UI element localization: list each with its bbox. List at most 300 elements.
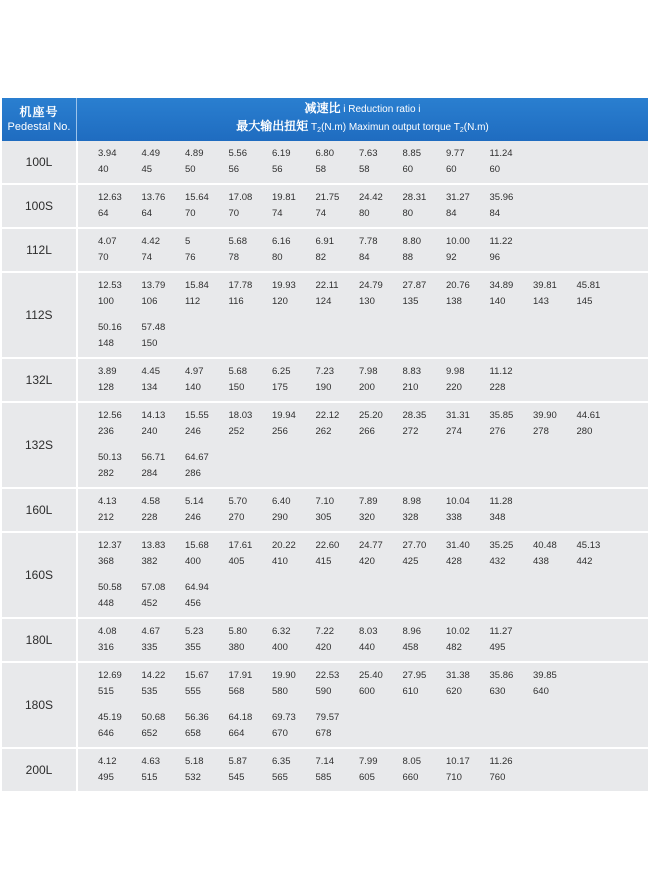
- reduction-ratio-value: 7.98: [359, 366, 378, 377]
- output-torque-value: 442: [576, 556, 593, 567]
- output-torque-value: 270: [228, 512, 245, 523]
- ratio-cell: [98, 278, 142, 310]
- output-torque-value: 428: [446, 556, 462, 567]
- output-torque-value: 290: [272, 512, 288, 523]
- table-row: [2, 185, 648, 229]
- ratio-cell: [359, 234, 403, 266]
- reduction-ratio-value: 4.08: [98, 626, 117, 637]
- ratio-line: [78, 141, 648, 183]
- output-torque-value: 348: [489, 512, 506, 523]
- ratio-cell: [533, 668, 577, 700]
- ratio-cell: [185, 538, 229, 570]
- output-torque-value: 175: [272, 382, 288, 393]
- ratio-header-zh: 减速比: [304, 101, 341, 115]
- ratio-cell: [577, 538, 621, 570]
- output-torque-value: 200: [359, 382, 375, 393]
- ratio-cell: [446, 624, 490, 656]
- output-torque-value: 256: [272, 426, 288, 437]
- reduction-ratio-value: 28.35: [402, 410, 427, 421]
- reduction-ratio-value: 10.02: [446, 626, 470, 637]
- reduction-ratio-value: 7.63: [359, 148, 378, 159]
- ratio-line: [78, 663, 648, 705]
- torque-symbol: T: [311, 122, 318, 133]
- ratio-cell: [359, 364, 403, 396]
- pedestal-model: 200L: [2, 749, 78, 791]
- output-torque-value: 228: [141, 512, 158, 523]
- ratio-cell: [359, 190, 403, 222]
- ratio-cell: [185, 146, 229, 178]
- reduction-ratio-value: 35.25: [489, 540, 514, 551]
- output-torque-value: 448: [98, 598, 114, 609]
- reduction-ratio-value: 50.68: [141, 712, 166, 723]
- reduction-ratio-value: 8.80: [402, 236, 421, 247]
- ratio-header-en: i Reduction ratio i: [343, 104, 421, 115]
- reduction-ratio-value: 4.13: [98, 496, 117, 507]
- output-torque-value: 220: [446, 382, 462, 393]
- reduction-ratio-value: 4.49: [141, 148, 160, 159]
- ratio-header: [304, 100, 420, 118]
- reduction-ratio-value: 35.96: [489, 192, 514, 203]
- output-torque-value: 760: [489, 772, 506, 783]
- output-torque-value: 145: [576, 296, 593, 307]
- output-torque-value: 190: [315, 382, 332, 393]
- reduction-ratio-value: 57.48: [141, 322, 166, 333]
- output-torque-value: 678: [315, 728, 332, 739]
- ratio-cell: [316, 624, 360, 656]
- ratio-cell: [272, 278, 316, 310]
- reduction-ratio-value: 15.64: [185, 192, 209, 203]
- reduction-ratio-value: 8.98: [402, 496, 421, 507]
- ratio-cell: [142, 538, 186, 570]
- ratio-cells: [78, 663, 648, 747]
- reduction-ratio-value: 35.85: [489, 410, 514, 421]
- table-body: [2, 141, 648, 793]
- output-torque-value: 262: [315, 426, 332, 437]
- output-torque-value: 76: [185, 252, 196, 263]
- ratio-cell: [403, 364, 447, 396]
- ratio-cell: [142, 364, 186, 396]
- reduction-ratio-value: 5.80: [228, 626, 247, 637]
- output-torque-value: 568: [228, 686, 245, 697]
- ratio-cells: [78, 533, 648, 617]
- output-torque-value: 646: [98, 728, 114, 739]
- ratio-cell: [142, 754, 186, 786]
- table-header: [2, 98, 648, 141]
- output-torque-value: 276: [489, 426, 506, 437]
- reduction-ratio-value: 7.89: [359, 496, 378, 507]
- ratio-cell: [98, 668, 142, 700]
- pedestal-model: 180S: [2, 663, 78, 747]
- ratio-cell: [185, 278, 229, 310]
- output-torque-value: 605: [359, 772, 375, 783]
- ratio-cell: [229, 494, 273, 526]
- output-torque-value: 495: [98, 772, 114, 783]
- ratio-cell: [446, 754, 490, 786]
- ratio-cell: [185, 190, 229, 222]
- reduction-ratio-value: 31.27: [446, 192, 470, 203]
- output-torque-value: 106: [141, 296, 158, 307]
- ratio-line: [78, 185, 648, 227]
- ratio-cell: [272, 754, 316, 786]
- ratio-cell: [316, 494, 360, 526]
- output-torque-value: 452: [141, 598, 158, 609]
- output-torque-value: 74: [141, 252, 153, 263]
- ratio-cell: [403, 278, 447, 310]
- ratio-cell: [229, 754, 273, 786]
- output-torque-value: 138: [446, 296, 462, 307]
- output-torque-value: 515: [98, 686, 114, 697]
- ratio-cell: [446, 190, 490, 222]
- output-torque-value: 60: [489, 164, 501, 175]
- output-torque-value: 610: [402, 686, 419, 697]
- output-torque-value: 78: [228, 252, 240, 263]
- ratio-cell: [142, 190, 186, 222]
- ratio-cell: [185, 668, 229, 700]
- ratio-cell: [142, 320, 186, 352]
- reduction-ratio-value: 4.89: [185, 148, 204, 159]
- output-torque-value: 272: [402, 426, 419, 437]
- output-torque-value: 456: [185, 598, 201, 609]
- reduction-ratio-value: 24.77: [359, 540, 383, 551]
- reduction-ratio-value: 12.63: [98, 192, 122, 203]
- reduction-ratio-value: 11.26: [489, 756, 513, 767]
- reduction-ratio-value: 3.89: [98, 366, 117, 377]
- reduction-ratio-value: 12.56: [98, 410, 122, 421]
- output-torque-value: 236: [98, 426, 114, 437]
- torque-unit-end: (N.m): [463, 122, 489, 133]
- ratio-line: [78, 575, 648, 617]
- ratio-line: [78, 445, 648, 487]
- output-torque-value: 134: [141, 382, 158, 393]
- ratio-cell: [229, 364, 273, 396]
- ratio-cell: [403, 538, 447, 570]
- ratio-cell: [98, 234, 142, 266]
- ratio-line: [78, 403, 648, 445]
- output-torque-value: 600: [359, 686, 375, 697]
- ratio-cell: [272, 538, 316, 570]
- ratio-cells: [78, 141, 648, 183]
- reduction-ratio-value: 39.85: [533, 670, 557, 681]
- ratio-cell: [403, 494, 447, 526]
- ratio-cell: [229, 234, 273, 266]
- ratio-line: [78, 489, 648, 531]
- torque-header: [236, 118, 488, 139]
- ratio-cell: [272, 624, 316, 656]
- output-torque-value: 212: [98, 512, 114, 523]
- reduction-ratio-value: 7.23: [315, 366, 334, 377]
- output-torque-value: 84: [446, 208, 457, 219]
- output-torque-value: 150: [141, 338, 158, 349]
- reduction-ratio-value: 9.98: [446, 366, 465, 377]
- reduction-ratio-value: 11.27: [489, 626, 513, 637]
- output-torque-value: 425: [402, 556, 419, 567]
- output-torque-value: 143: [533, 296, 549, 307]
- output-torque-value: 620: [446, 686, 462, 697]
- reduction-ratio-value: 7.78: [359, 236, 378, 247]
- output-torque-value: 150: [228, 382, 245, 393]
- reduction-ratio-value: 9.77: [446, 148, 465, 159]
- ratio-cell: [185, 234, 229, 266]
- pedestal-header-zh: 机座号: [19, 104, 59, 119]
- ratio-line: [78, 619, 648, 661]
- ratio-line: [78, 229, 648, 271]
- ratio-cell: [98, 538, 142, 570]
- ratio-line: [78, 359, 648, 401]
- ratio-cell: [359, 146, 403, 178]
- ratio-cell: [533, 538, 577, 570]
- reduction-ratio-value: 8.96: [402, 626, 421, 637]
- ratio-cell: [142, 146, 186, 178]
- output-torque-value: 135: [402, 296, 419, 307]
- reduction-ratio-value: 11.28: [489, 496, 513, 507]
- output-torque-value: 274: [446, 426, 462, 437]
- ratio-cell: [490, 668, 534, 700]
- output-torque-value: 400: [272, 642, 288, 653]
- ratio-cell: [185, 450, 229, 482]
- ratio-cell: [272, 364, 316, 396]
- reduction-ratio-value: 64.67: [185, 452, 209, 463]
- reduction-ratio-value: 11.24: [489, 148, 513, 159]
- table-row: [2, 359, 648, 403]
- ratio-cell: [185, 754, 229, 786]
- ratio-cell: [403, 190, 447, 222]
- reduction-ratio-value: 50.58: [98, 582, 122, 593]
- ratio-cell: [446, 278, 490, 310]
- ratio-cell: [98, 450, 142, 482]
- ratio-cell: [229, 538, 273, 570]
- ratio-cell: [490, 234, 534, 266]
- reduction-ratio-value: 21.75: [315, 192, 340, 203]
- ratio-cell: [316, 146, 360, 178]
- ratio-cell: [359, 408, 403, 440]
- table-row: [2, 403, 648, 489]
- reduction-ratio-value: 14.13: [141, 410, 166, 421]
- ratio-cell: [490, 278, 534, 310]
- reduction-ratio-value: 12.69: [98, 670, 122, 681]
- reduction-ratio-value: 50.13: [98, 452, 122, 463]
- ratio-cell: [229, 190, 273, 222]
- torque-subscript-2: 2: [459, 127, 464, 134]
- ratio-cell: [403, 234, 447, 266]
- reduction-ratio-value: 64.94: [185, 582, 209, 593]
- ratio-cells: [78, 489, 648, 531]
- output-torque-value: 70: [228, 208, 240, 219]
- reduction-ratio-value: 15.84: [185, 280, 209, 291]
- table-row: [2, 619, 648, 663]
- ratio-cell: [403, 624, 447, 656]
- reduction-ratio-value: 22.12: [315, 410, 340, 421]
- reduction-ratio-value: 39.90: [533, 410, 557, 421]
- reduction-ratio-value: 57.08: [141, 582, 166, 593]
- reduction-ratio-value: 56.36: [185, 712, 209, 723]
- ratio-cells: [78, 229, 648, 271]
- output-torque-value: 56: [272, 164, 283, 175]
- reduction-ratio-value: 4.45: [141, 366, 160, 377]
- reduction-ratio-value: 7.99: [359, 756, 378, 767]
- torque-header-en: (N.m) Maximun output torque T: [321, 122, 460, 133]
- reduction-ratio-value: 45.19: [98, 712, 122, 723]
- output-torque-value: 100: [98, 296, 114, 307]
- output-torque-value: 580: [272, 686, 288, 697]
- ratio-cell: [185, 364, 229, 396]
- ratio-cell: [98, 710, 142, 742]
- ratio-cell: [142, 234, 186, 266]
- output-torque-value: 420: [359, 556, 375, 567]
- ratio-cell: [533, 408, 577, 440]
- ratio-cell: [316, 364, 360, 396]
- ratio-cell: [98, 146, 142, 178]
- table-row: [2, 229, 648, 273]
- output-torque-value: 282: [98, 468, 114, 479]
- output-torque-value: 130: [359, 296, 375, 307]
- reduction-ratio-value: 17.08: [228, 192, 253, 203]
- reduction-ratio-value: 5.14: [185, 496, 204, 507]
- output-torque-value: 630: [489, 686, 506, 697]
- reduction-ratio-value: 45.81: [576, 280, 601, 291]
- output-torque-value: 50: [185, 164, 196, 175]
- output-torque-value: 70: [98, 252, 109, 263]
- ratio-cell: [272, 710, 316, 742]
- reduction-ratio-value: 69.73: [272, 712, 296, 723]
- ratio-cell: [229, 146, 273, 178]
- ratio-torque-header: [77, 98, 648, 141]
- table-row: [2, 273, 648, 359]
- reduction-ratio-value: 50.16: [98, 322, 122, 333]
- ratio-cell: [229, 710, 273, 742]
- ratio-cell: [316, 234, 360, 266]
- ratio-cell: [98, 624, 142, 656]
- pedestal-model: 160L: [2, 489, 78, 531]
- ratio-cell: [359, 538, 403, 570]
- reduction-ratio-value: 4.67: [141, 626, 160, 637]
- ratio-line: [78, 749, 648, 791]
- reduction-ratio-value: 28.31: [402, 192, 427, 203]
- output-torque-value: 140: [185, 382, 201, 393]
- ratio-cells: [78, 403, 648, 487]
- reduction-ratio-value: 13.79: [141, 280, 166, 291]
- ratio-cell: [185, 494, 229, 526]
- ratio-cell: [533, 278, 577, 310]
- reduction-ratio-value: 39.81: [533, 280, 557, 291]
- output-torque-value: 96: [489, 252, 501, 263]
- ratio-cell: [359, 624, 403, 656]
- reduction-ratio-value: 7.22: [315, 626, 334, 637]
- pedestal-header-en: Pedestal No.: [7, 120, 71, 133]
- reduction-ratio-value: 64.18: [228, 712, 253, 723]
- output-torque-value: 82: [315, 252, 327, 263]
- output-torque-value: 240: [141, 426, 158, 437]
- reduction-ratio-value: 4.63: [141, 756, 160, 767]
- ratio-cell: [142, 494, 186, 526]
- ratio-cell: [142, 278, 186, 310]
- output-torque-value: 405: [228, 556, 245, 567]
- output-torque-value: 148: [98, 338, 114, 349]
- output-torque-value: 545: [228, 772, 245, 783]
- ratio-cell: [490, 364, 534, 396]
- output-torque-value: 116: [228, 296, 244, 307]
- reduction-ratio-value: 6.19: [272, 148, 291, 159]
- pedestal-model: 180L: [2, 619, 78, 661]
- ratio-line: [78, 705, 648, 747]
- ratio-cell: [316, 190, 360, 222]
- reduction-ratio-value: 25.20: [359, 410, 383, 421]
- output-torque-value: 56: [228, 164, 240, 175]
- ratio-cell: [229, 668, 273, 700]
- ratio-cell: [229, 278, 273, 310]
- output-torque-value: 355: [185, 642, 201, 653]
- ratio-cell: [316, 408, 360, 440]
- reduction-ratio-value: 5.68: [228, 366, 247, 377]
- reduction-ratio-value: 4.97: [185, 366, 204, 377]
- reduction-ratio-value: 8.83: [402, 366, 421, 377]
- output-torque-value: 80: [402, 208, 414, 219]
- ratio-cell: [185, 624, 229, 656]
- ratio-cell: [142, 624, 186, 656]
- table-row: [2, 749, 648, 793]
- ratio-cell: [490, 624, 534, 656]
- reduction-ratio-value: 17.78: [228, 280, 253, 291]
- reduction-ratio-value: 79.57: [315, 712, 340, 723]
- ratio-cell: [142, 450, 186, 482]
- reduction-ratio-value: 5.87: [228, 756, 247, 767]
- reduction-ratio-value: 19.94: [272, 410, 296, 421]
- output-torque-value: 438: [533, 556, 549, 567]
- ratio-cell: [577, 408, 621, 440]
- ratio-cell: [316, 754, 360, 786]
- ratio-cell: [272, 408, 316, 440]
- reduction-ratio-value: 8.03: [359, 626, 378, 637]
- output-torque-value: 45: [141, 164, 153, 175]
- pedestal-model: 132S: [2, 403, 78, 487]
- output-torque-value: 74: [272, 208, 283, 219]
- ratio-cell: [142, 408, 186, 440]
- reduction-ratio-value: 40.48: [533, 540, 557, 551]
- ratio-cell: [98, 408, 142, 440]
- reduction-ratio-value: 6.25: [272, 366, 291, 377]
- output-torque-value: 368: [98, 556, 114, 567]
- ratio-cell: [446, 234, 490, 266]
- reduction-ratio-value: 34.89: [489, 280, 514, 291]
- reduction-ratio-value: 15.55: [185, 410, 209, 421]
- output-torque-value: 658: [185, 728, 201, 739]
- ratio-cell: [98, 320, 142, 352]
- output-torque-value: 640: [533, 686, 549, 697]
- output-torque-value: 228: [489, 382, 506, 393]
- ratio-cell: [490, 408, 534, 440]
- reduction-ratio-value: 10.00: [446, 236, 470, 247]
- ratio-cell: [403, 408, 447, 440]
- output-torque-value: 278: [533, 426, 549, 437]
- output-torque-value: 80: [272, 252, 283, 263]
- reduction-ratio-value: 10.04: [446, 496, 470, 507]
- ratio-cell: [490, 538, 534, 570]
- table-row: [2, 663, 648, 749]
- pedestal-header: [2, 98, 77, 141]
- output-torque-value: 335: [141, 642, 158, 653]
- output-torque-value: 328: [402, 512, 419, 523]
- reduction-ratio-table: [2, 98, 648, 793]
- output-torque-value: 670: [272, 728, 288, 739]
- output-torque-value: 266: [359, 426, 375, 437]
- ratio-cell: [272, 494, 316, 526]
- ratio-line: [78, 315, 648, 357]
- output-torque-value: 710: [446, 772, 462, 783]
- reduction-ratio-value: 31.40: [446, 540, 470, 551]
- output-torque-value: 495: [489, 642, 506, 653]
- reduction-ratio-value: 5.68: [228, 236, 247, 247]
- output-torque-value: 252: [228, 426, 245, 437]
- output-torque-value: 382: [141, 556, 158, 567]
